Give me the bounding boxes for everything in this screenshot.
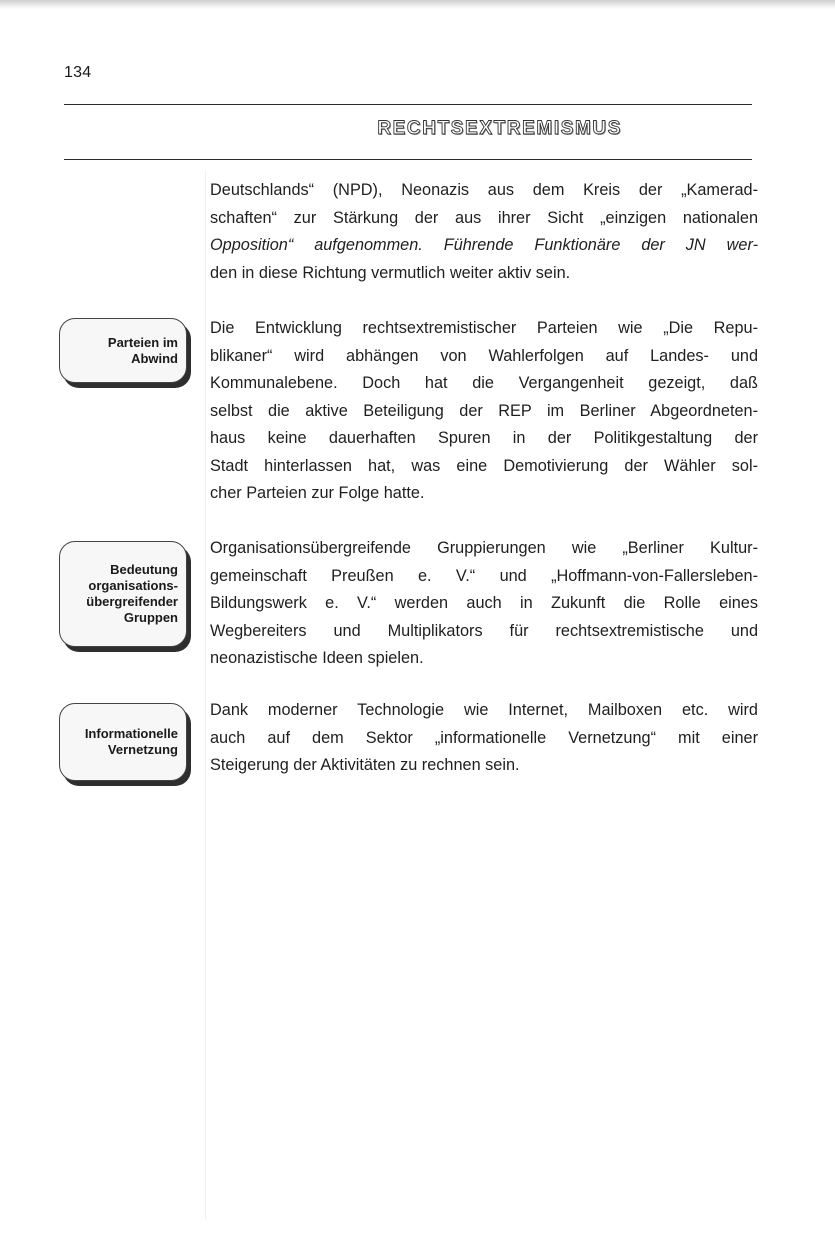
running-header-title: RECHTSEXTREMISMUS — [377, 118, 622, 139]
text-line: Bildungswerk e. V.“ werden auch in Zukunft die Rolle eines — [210, 594, 758, 612]
text-line: Wegbereiters und Multiplikators für rechtsextremistische und — [210, 621, 758, 640]
paragraph-vernetzung — [210, 697, 758, 780]
margin-note-label: Parteien im Abwind — [107, 334, 178, 366]
text-line: Die Entwicklung rechtsextremistischer Parteien wie „Die Repu- — [210, 319, 758, 337]
margin-note-bedeutung-gruppen — [59, 541, 187, 647]
text-line: Opposition“ aufgenommen. Führende Funktionäre der JN wer- — [210, 236, 758, 254]
gutter-shade — [205, 170, 206, 1220]
paragraph-parteien — [210, 315, 758, 508]
text-line: Organisationsübergreifende Gruppierungen wie „Berliner Kultur- — [210, 539, 758, 557]
header-rule-bottom — [64, 159, 752, 160]
margin-note-informationelle-vernetzung — [59, 703, 187, 781]
text-line: Kommunalebene. Doch hat die Vergangenheit gezeigt, daß — [210, 374, 758, 392]
text-line: den in diese Richtung vermutlich weiter aktiv sein. — [210, 263, 571, 282]
text-line: neonazistische Ideen spielen. — [210, 649, 424, 667]
paragraph-gruppierungen — [210, 535, 758, 673]
scan-top-edge — [0, 0, 835, 9]
text-line: cher Parteien zur Folge hatte. — [210, 484, 425, 502]
text-line: blikaner“ wird abhängen von Wahlerfolgen auf Landes- und — [210, 346, 758, 365]
paragraph-continuation — [210, 177, 758, 287]
text-line: schaften“ zur Stärkung der aus ihrer Sicht „einzigen nationalen — [210, 208, 758, 227]
margin-note-label: Informationelle Vernetzung — [84, 726, 178, 757]
text-line: Steigerung der Aktivitäten zu rechnen sein. — [210, 756, 520, 774]
text-line: haus keine dauerhaften Spuren in der Politikgestaltung der — [210, 429, 758, 447]
text-line: selbst die aktive Beteiligung der REP im Berliner Abgeordneten- — [210, 401, 758, 420]
page-number: 134 — [64, 64, 92, 81]
margin-note-label: Bedeutung organisations- übergreifender Gruppen — [86, 562, 178, 625]
text-line: auch auf dem Sektor „informationelle Vernetzung“ mit einer — [210, 728, 758, 747]
text-line: Dank moderner Technologie wie Internet, Mailboxen etc. wird — [210, 701, 758, 719]
text-line: Deutschlands“ (NPD), Neonazis aus dem Kreis der „Kamerad- — [210, 181, 758, 199]
text-line: gemeinschaft Preußen e. V.“ und „Hoffmann-von-Fallersleben- — [210, 566, 758, 585]
text-line: Stadt hinterlassen hat, was eine Demotivierung der Wähler sol- — [210, 456, 758, 475]
header-rule-top — [64, 104, 752, 105]
margin-note-parteien-im-abwind — [59, 318, 187, 383]
